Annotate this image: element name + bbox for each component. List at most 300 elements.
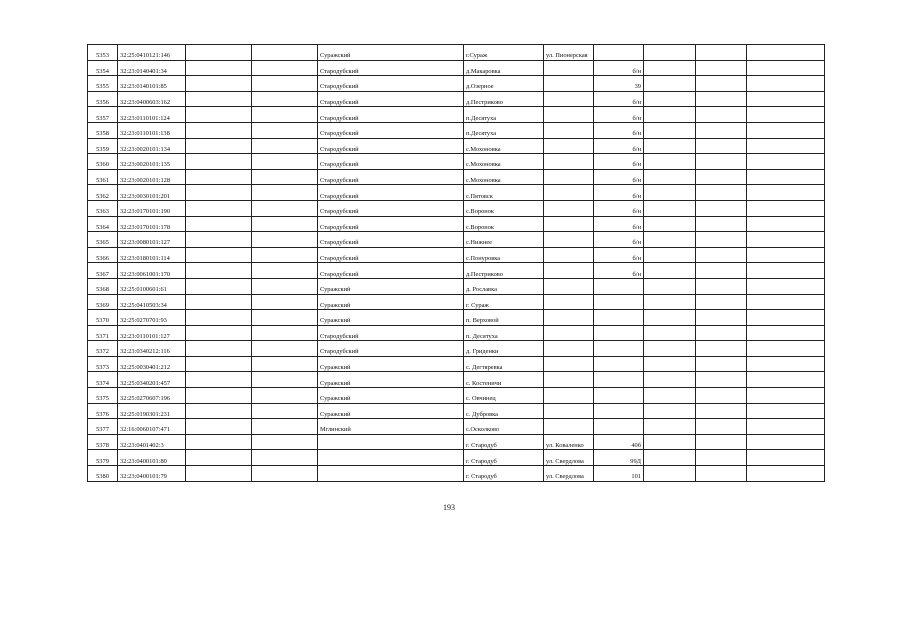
- cell-locality: с. Дубровка: [464, 403, 544, 419]
- cell-street: [544, 341, 594, 357]
- cell-empty: [644, 200, 696, 216]
- cell-house: [594, 310, 644, 326]
- cell-empty: [252, 325, 318, 341]
- cell-house: [594, 325, 644, 341]
- cell-empty: [252, 91, 318, 107]
- table-row: [88, 403, 825, 419]
- cell-empty: [696, 60, 747, 76]
- cell-empty: [252, 372, 318, 388]
- cell-district: Стародубский: [318, 76, 464, 92]
- cell-empty: [644, 372, 696, 388]
- cell-cad: 32:23:0020101:128: [118, 169, 186, 185]
- cell-cad: 32:23:0110101:138: [118, 122, 186, 138]
- cell-empty: [747, 310, 825, 326]
- cell-n: 5357: [88, 107, 118, 123]
- cell-cad: 32:23:0140401:34: [118, 60, 186, 76]
- cell-locality: с. Костеничи: [464, 372, 544, 388]
- cell-house: 39: [594, 76, 644, 92]
- table-row: [88, 310, 825, 326]
- cell-house: б/н: [594, 185, 644, 201]
- cell-empty: [644, 434, 696, 450]
- cell-locality: с.Осколково: [464, 419, 544, 435]
- cell-house: [594, 278, 644, 294]
- cell-n: 5366: [88, 247, 118, 263]
- cell-street: ул. Коваленко: [544, 434, 594, 450]
- cell-empty: [747, 372, 825, 388]
- cell-n: 5363: [88, 200, 118, 216]
- table-row: [88, 341, 825, 357]
- cell-cad: 32:16:0060107:471: [118, 419, 186, 435]
- cell-cad: 32:23:0170101:190: [118, 200, 186, 216]
- cell-empty: [252, 356, 318, 372]
- cell-house: [594, 372, 644, 388]
- cell-n: 5375: [88, 388, 118, 404]
- cell-district: Суражский: [318, 294, 464, 310]
- cell-empty: [186, 122, 252, 138]
- cell-empty: [186, 185, 252, 201]
- cell-street: [544, 76, 594, 92]
- cell-empty: [747, 403, 825, 419]
- cell-district: [318, 466, 464, 482]
- cell-street: ул. Пионерская: [544, 45, 594, 61]
- cell-empty: [186, 466, 252, 482]
- cell-empty: [644, 60, 696, 76]
- cell-empty: [186, 138, 252, 154]
- cell-empty: [747, 107, 825, 123]
- cell-cad: 32:23:0020101:135: [118, 154, 186, 170]
- cell-empty: [186, 154, 252, 170]
- cell-cad: 32:25:0340201:457: [118, 372, 186, 388]
- cell-cad: 32:23:0061001:170: [118, 263, 186, 279]
- cell-empty: [696, 45, 747, 61]
- cell-street: [544, 138, 594, 154]
- cell-empty: [696, 388, 747, 404]
- cell-house: [594, 45, 644, 61]
- cell-street: [544, 91, 594, 107]
- cell-district: Стародубский: [318, 200, 464, 216]
- cell-cad: 32:25:0190301:231: [118, 403, 186, 419]
- cell-empty: [696, 419, 747, 435]
- cell-empty: [186, 356, 252, 372]
- cell-empty: [747, 434, 825, 450]
- cell-empty: [747, 45, 825, 61]
- page-number: 193: [443, 503, 455, 512]
- table-row: [88, 466, 825, 482]
- cell-empty: [747, 200, 825, 216]
- cell-n: 5371: [88, 325, 118, 341]
- cell-n: 5380: [88, 466, 118, 482]
- cell-empty: [186, 419, 252, 435]
- cell-street: [544, 107, 594, 123]
- cell-district: Стародубский: [318, 216, 464, 232]
- cell-cad: 32:23:0340212:116: [118, 341, 186, 357]
- cell-empty: [252, 263, 318, 279]
- cell-house: б/н: [594, 107, 644, 123]
- cell-house: [594, 419, 644, 435]
- cell-n: 5376: [88, 403, 118, 419]
- cell-empty: [747, 169, 825, 185]
- cell-house: б/н: [594, 138, 644, 154]
- cell-n: 5379: [88, 450, 118, 466]
- cell-empty: [252, 107, 318, 123]
- cell-locality: с.Понуровка: [464, 247, 544, 263]
- cell-empty: [252, 247, 318, 263]
- cell-empty: [186, 372, 252, 388]
- cell-street: [544, 122, 594, 138]
- cell-house: б/н: [594, 247, 644, 263]
- table-row: [88, 278, 825, 294]
- cell-empty: [696, 138, 747, 154]
- table-row: [88, 200, 825, 216]
- cell-empty: [644, 294, 696, 310]
- cell-street: [544, 294, 594, 310]
- cell-cad: 32:23:0170101:178: [118, 216, 186, 232]
- cell-empty: [252, 434, 318, 450]
- cell-empty: [644, 310, 696, 326]
- cell-n: 5361: [88, 169, 118, 185]
- cell-district: Стародубский: [318, 138, 464, 154]
- cell-empty: [644, 169, 696, 185]
- cell-district: [318, 434, 464, 450]
- cell-house: 101: [594, 466, 644, 482]
- cell-empty: [696, 434, 747, 450]
- table-row: [88, 247, 825, 263]
- cell-empty: [252, 76, 318, 92]
- cell-district: Стародубский: [318, 325, 464, 341]
- cell-locality: д.Пестриково: [464, 263, 544, 279]
- table-row: [88, 294, 825, 310]
- cell-locality: д. Гриденки: [464, 341, 544, 357]
- cell-house: [594, 341, 644, 357]
- cell-cad: 32:23:0401402:3: [118, 434, 186, 450]
- cell-empty: [252, 122, 318, 138]
- cell-empty: [696, 200, 747, 216]
- cell-empty: [747, 154, 825, 170]
- cell-house: [594, 294, 644, 310]
- cell-n: 5368: [88, 278, 118, 294]
- cell-empty: [696, 310, 747, 326]
- cell-empty: [747, 419, 825, 435]
- cell-empty: [186, 278, 252, 294]
- cell-n: 5378: [88, 434, 118, 450]
- cell-empty: [186, 310, 252, 326]
- cell-empty: [644, 107, 696, 123]
- cell-empty: [644, 341, 696, 357]
- cell-house: [594, 356, 644, 372]
- cell-locality: п.Десятуха: [464, 107, 544, 123]
- cell-empty: [747, 216, 825, 232]
- cell-empty: [186, 325, 252, 341]
- cell-empty: [747, 450, 825, 466]
- cell-empty: [252, 310, 318, 326]
- cell-district: Стародубский: [318, 169, 464, 185]
- cell-empty: [186, 294, 252, 310]
- table-row: [88, 138, 825, 154]
- cell-empty: [696, 169, 747, 185]
- cell-cad: 32:25:0410503:34: [118, 294, 186, 310]
- table-row: [88, 388, 825, 404]
- table-row: [88, 216, 825, 232]
- cell-empty: [696, 325, 747, 341]
- cell-empty: [747, 263, 825, 279]
- cell-district: Стародубский: [318, 247, 464, 263]
- cell-district: Стародубский: [318, 122, 464, 138]
- cell-empty: [186, 232, 252, 248]
- table-row: [88, 45, 825, 61]
- cell-empty: [186, 107, 252, 123]
- cell-empty: [186, 91, 252, 107]
- cell-cad: 32:25:0270701:93: [118, 310, 186, 326]
- cell-district: Стародубский: [318, 185, 464, 201]
- cell-street: [544, 232, 594, 248]
- cell-n: 5369: [88, 294, 118, 310]
- cell-district: Стародубский: [318, 107, 464, 123]
- cell-empty: [696, 403, 747, 419]
- cell-locality: г.Сураж: [464, 45, 544, 61]
- table-row: [88, 60, 825, 76]
- table-row: [88, 107, 825, 123]
- cell-empty: [747, 91, 825, 107]
- cell-empty: [252, 403, 318, 419]
- cell-district: [318, 450, 464, 466]
- cell-street: ул. Свердлова: [544, 450, 594, 466]
- cell-empty: [252, 341, 318, 357]
- cell-street: [544, 154, 594, 170]
- cell-district: Суражский: [318, 403, 464, 419]
- cell-empty: [644, 216, 696, 232]
- cell-n: 5367: [88, 263, 118, 279]
- cell-empty: [644, 91, 696, 107]
- cell-empty: [696, 107, 747, 123]
- cell-empty: [696, 232, 747, 248]
- cell-empty: [186, 450, 252, 466]
- cell-empty: [696, 356, 747, 372]
- cell-empty: [747, 325, 825, 341]
- cell-n: 5359: [88, 138, 118, 154]
- cell-district: Суражский: [318, 372, 464, 388]
- cell-n: 5364: [88, 216, 118, 232]
- cell-empty: [747, 278, 825, 294]
- cell-empty: [186, 341, 252, 357]
- cell-empty: [644, 232, 696, 248]
- cell-empty: [252, 278, 318, 294]
- cell-district: Суражский: [318, 388, 464, 404]
- cell-empty: [747, 294, 825, 310]
- cell-empty: [644, 278, 696, 294]
- cell-street: [544, 216, 594, 232]
- cell-house: б/н: [594, 122, 644, 138]
- cell-empty: [186, 403, 252, 419]
- cell-empty: [252, 45, 318, 61]
- cell-empty: [252, 60, 318, 76]
- cell-empty: [747, 388, 825, 404]
- cell-empty: [696, 263, 747, 279]
- cell-locality: г. Стародуб: [464, 466, 544, 482]
- cell-house: [594, 403, 644, 419]
- cell-district: Стародубский: [318, 91, 464, 107]
- cell-house: б/н: [594, 91, 644, 107]
- cell-empty: [747, 247, 825, 263]
- cell-empty: [186, 45, 252, 61]
- cell-empty: [186, 216, 252, 232]
- cell-empty: [644, 45, 696, 61]
- cell-cad: 32:25:0100601:61: [118, 278, 186, 294]
- cell-house: б/н: [594, 216, 644, 232]
- cell-n: 5373: [88, 356, 118, 372]
- cell-n: 5354: [88, 60, 118, 76]
- cell-street: [544, 263, 594, 279]
- cell-street: [544, 388, 594, 404]
- cell-district: Стародубский: [318, 263, 464, 279]
- cell-district: Суражский: [318, 278, 464, 294]
- cell-n: 5365: [88, 232, 118, 248]
- cell-district: Суражский: [318, 310, 464, 326]
- cell-district: Суражский: [318, 356, 464, 372]
- cell-empty: [696, 341, 747, 357]
- table-row: [88, 185, 825, 201]
- cell-house: [594, 388, 644, 404]
- cell-cad: 32:23:0400101:79: [118, 466, 186, 482]
- table-row: [88, 372, 825, 388]
- cell-empty: [696, 185, 747, 201]
- table-row: [88, 434, 825, 450]
- cell-locality: с. Дегтяревка: [464, 356, 544, 372]
- cell-empty: [644, 185, 696, 201]
- cell-empty: [644, 403, 696, 419]
- cell-street: [544, 185, 594, 201]
- cell-empty: [696, 76, 747, 92]
- cell-district: Мглинский: [318, 419, 464, 435]
- cell-empty: [747, 466, 825, 482]
- cell-empty: [644, 76, 696, 92]
- cell-street: [544, 325, 594, 341]
- cell-cad: 32:23:0180101:114: [118, 247, 186, 263]
- cell-house: б/н: [594, 169, 644, 185]
- table-row: [88, 419, 825, 435]
- cell-empty: [252, 388, 318, 404]
- cell-cad: 32:23:0110101:127: [118, 325, 186, 341]
- cell-empty: [186, 434, 252, 450]
- cell-empty: [747, 60, 825, 76]
- cell-empty: [747, 232, 825, 248]
- cell-n: 5356: [88, 91, 118, 107]
- cell-empty: [644, 263, 696, 279]
- cell-empty: [644, 138, 696, 154]
- cell-empty: [252, 419, 318, 435]
- cell-empty: [252, 216, 318, 232]
- cell-empty: [747, 185, 825, 201]
- cell-street: [544, 419, 594, 435]
- cell-house: б/н: [594, 263, 644, 279]
- cell-locality: г. Стародуб: [464, 450, 544, 466]
- cell-cad: 32:23:0400101:80: [118, 450, 186, 466]
- cell-n: 5355: [88, 76, 118, 92]
- cell-n: 5362: [88, 185, 118, 201]
- cell-district: Стародубский: [318, 341, 464, 357]
- cell-empty: [696, 247, 747, 263]
- table-row: [88, 169, 825, 185]
- cell-cad: 32:23:0030101:201: [118, 185, 186, 201]
- cell-locality: п. Верховой: [464, 310, 544, 326]
- cell-street: [544, 372, 594, 388]
- table-row: [88, 356, 825, 372]
- cell-empty: [696, 294, 747, 310]
- cell-street: [544, 356, 594, 372]
- cell-house: 99Д: [594, 450, 644, 466]
- table-row: [88, 154, 825, 170]
- cell-empty: [644, 122, 696, 138]
- cell-empty: [747, 76, 825, 92]
- cell-empty: [252, 232, 318, 248]
- cell-locality: п.Десятуха: [464, 122, 544, 138]
- register-table: [87, 44, 825, 482]
- cell-locality: г. Сураж: [464, 294, 544, 310]
- table-row: [88, 450, 825, 466]
- cell-cad: 32:25:0410121:146: [118, 45, 186, 61]
- cell-empty: [186, 60, 252, 76]
- cell-locality: с.Воронок: [464, 200, 544, 216]
- cell-house: 40б: [594, 434, 644, 450]
- cell-empty: [696, 450, 747, 466]
- cell-street: [544, 310, 594, 326]
- cell-street: [544, 278, 594, 294]
- cell-locality: д.Макаровка: [464, 60, 544, 76]
- cell-locality: с. Овчинец: [464, 388, 544, 404]
- cell-empty: [696, 216, 747, 232]
- cell-empty: [696, 91, 747, 107]
- cell-empty: [186, 200, 252, 216]
- cell-empty: [747, 138, 825, 154]
- cell-empty: [252, 185, 318, 201]
- cell-locality: д. Рославка: [464, 278, 544, 294]
- cell-empty: [644, 466, 696, 482]
- cell-street: [544, 403, 594, 419]
- cell-cad: 32:23:0140101:85: [118, 76, 186, 92]
- cell-cad: 32:25:0030401:212: [118, 356, 186, 372]
- cell-empty: [252, 200, 318, 216]
- cell-locality: с.Мохоновка: [464, 169, 544, 185]
- cell-district: Суражский: [318, 45, 464, 61]
- table-row: [88, 91, 825, 107]
- cell-house: б/н: [594, 200, 644, 216]
- table-row: [88, 76, 825, 92]
- cell-district: Стародубский: [318, 60, 464, 76]
- cell-locality: с.Нижнее: [464, 232, 544, 248]
- cell-district: Стародубский: [318, 154, 464, 170]
- cell-empty: [644, 247, 696, 263]
- cell-empty: [747, 341, 825, 357]
- cell-empty: [252, 450, 318, 466]
- cell-empty: [186, 76, 252, 92]
- cell-empty: [186, 169, 252, 185]
- cell-cad: 32:23:0400603:162: [118, 91, 186, 107]
- cell-empty: [644, 388, 696, 404]
- cell-cad: 32:23:0110101:124: [118, 107, 186, 123]
- cell-empty: [252, 466, 318, 482]
- cell-n: 5372: [88, 341, 118, 357]
- cell-empty: [186, 263, 252, 279]
- cell-empty: [252, 154, 318, 170]
- cell-house: б/н: [594, 60, 644, 76]
- cell-empty: [696, 154, 747, 170]
- cell-locality: д.Озерное: [464, 76, 544, 92]
- cell-empty: [747, 122, 825, 138]
- table-row: [88, 232, 825, 248]
- table-row: [88, 122, 825, 138]
- cell-street: [544, 169, 594, 185]
- cell-locality: с.Мохоновка: [464, 154, 544, 170]
- cell-locality: г. Стародуб: [464, 434, 544, 450]
